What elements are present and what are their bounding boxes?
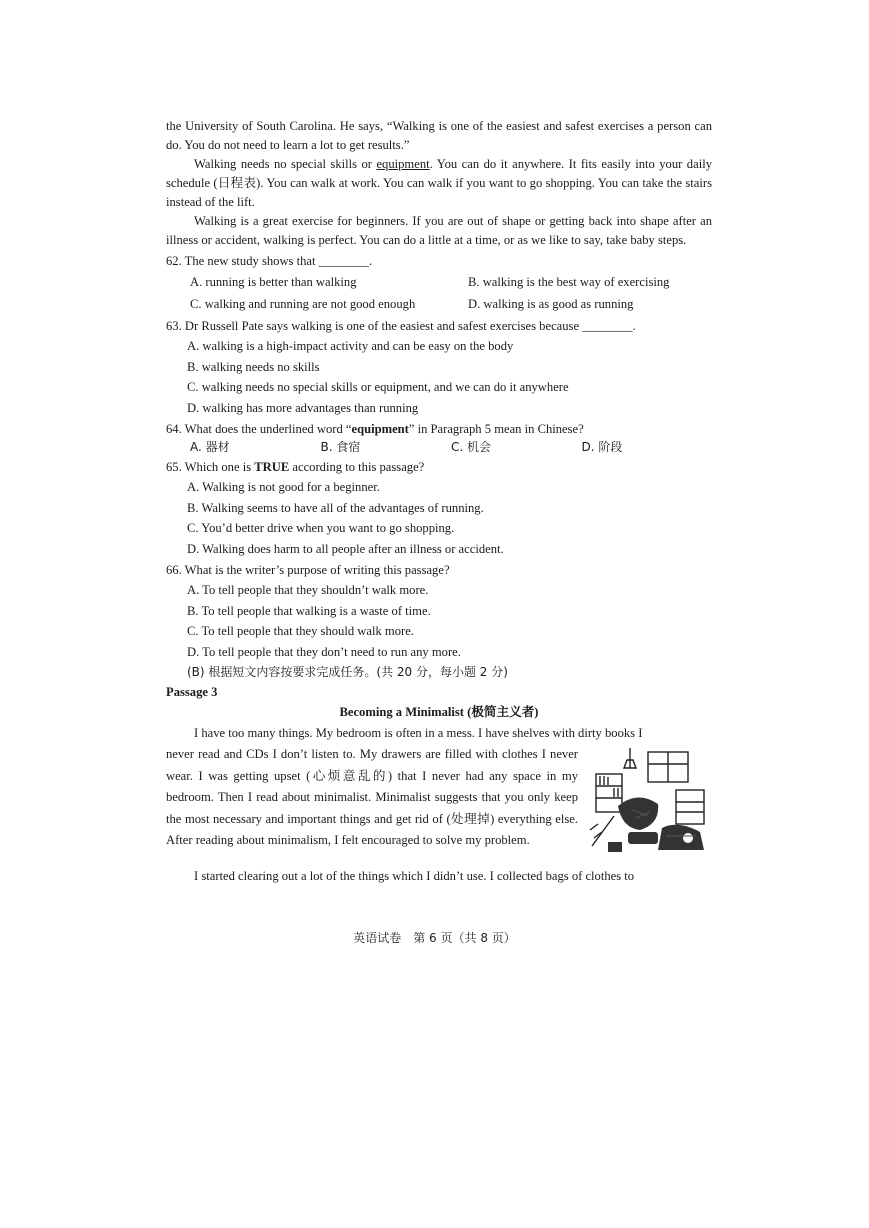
- option-a: A. Walking is not good for a beginner.: [187, 480, 380, 494]
- passage-paragraph: I started clearing out a lot of the things which I didn’t use. I collected bags of clothes to: [194, 869, 635, 883]
- option-d: D. To tell people that they don’t need to run any more.: [187, 644, 461, 659]
- section-b-instruction: (B) 根据短文内容按要求完成任务。(共 20 分，每小题 2 分): [187, 665, 508, 679]
- option-a: A. running is better than walking: [190, 275, 357, 289]
- option-c: C. To tell people that they should walk more.: [187, 624, 414, 638]
- option-d: D. walking is as good as running: [468, 297, 634, 311]
- option-b: B. 食宿: [320, 440, 361, 454]
- option-c: C. 机会: [451, 440, 492, 454]
- page-footer: 英语试卷 第 6 页（共 8 页）: [353, 931, 516, 945]
- passage-paragraph-first-line: I have too many things. My bedroom is often in a mess. I have shelves with dirty books I: [194, 726, 643, 740]
- bold-word: equipment: [351, 422, 409, 436]
- question-64-options-row: [190, 439, 712, 456]
- question-66-stem: 66. What is the writer’s purpose of writing this passage?: [166, 563, 450, 577]
- question-65-stem: [166, 457, 712, 477]
- text-run: ” in Paragraph 5 mean in Chinese?: [408, 422, 584, 436]
- passage-label: Passage 3: [166, 685, 218, 699]
- option-a: A. To tell people that they shouldn’t walk more.: [187, 583, 429, 597]
- question-62-options-row: [190, 293, 712, 315]
- question-62-stem: 62. The new study shows that ________.: [166, 254, 373, 268]
- text-run: 64. What does the underlined word “: [166, 422, 352, 436]
- passage-paragraph: never read and CDs I don’t listen to. My drawers are filled with clothes I never wear. I was getting upset (心烦意乱的) that I never had any space in my bedroom. Then I read about minimalist. Minimalist suggests that you only keep the most necessary and important things and get rid of (处理掉) everything else. After reading about minimalism, I felt encouraged to solve my problem.: [166, 747, 578, 848]
- passage-paragraph: the University of South Carolina. He says, “Walking is one of the easiest and safest exercises a person can do. You do not need to learn a lot to get results.”: [166, 119, 712, 152]
- option-b: B. Walking seems to have all of the advantages of running.: [187, 500, 484, 515]
- option-d: D. 阶段: [581, 440, 623, 454]
- option-c: C. You’d better drive when you want to go shopping.: [187, 521, 455, 535]
- option-b: B. To tell people that walking is a waste of time.: [187, 603, 431, 618]
- bold-word: TRUE: [254, 460, 290, 474]
- wrapped-paragraph: [166, 744, 712, 852]
- passage-paragraph: Walking is a great exercise for beginners. If you are out of shape or getting back into shape after an illness or accident, walking is perfect. You can do a little at a time, or as we like to say, take baby steps.: [166, 214, 712, 247]
- text-run: 65. Which one is: [166, 460, 255, 474]
- option-b: B. walking is the best way of exercising: [468, 275, 670, 289]
- option-b: B. walking needs no skills: [187, 359, 320, 374]
- question-63-stem: 63. Dr Russell Pate says walking is one of the easiest and safest exercises because ________.: [166, 319, 636, 333]
- passage-paragraph: [166, 155, 712, 212]
- passage-title: Becoming a Minimalist (极简主义者): [339, 705, 539, 719]
- text-run: . You can do it anywhere. It fits easily into your daily schedule (日程表). You can walk at work. You can walk if you want to go shopping. You can take the stairs instead of the lift.: [166, 157, 712, 209]
- option-a: A. 器材: [190, 440, 230, 454]
- question-62-options-row: [190, 271, 712, 293]
- option-a: A. walking is a high-impact activity and can be easy on the body: [187, 339, 514, 353]
- option-d: D. Walking does harm to all people after an illness or accident.: [187, 541, 504, 556]
- option-c: C. walking and running are not good enough: [190, 297, 416, 311]
- text-run: Walking needs no special skills or: [194, 157, 377, 171]
- text-run: according to this passage?: [289, 460, 425, 474]
- messy-room-illustration: [588, 746, 712, 864]
- option-c: C. walking needs no special skills or equipment, and we can do it anywhere: [187, 380, 569, 394]
- option-d: D. walking has more advantages than running: [187, 400, 419, 415]
- underlined-word: equipment: [376, 157, 430, 171]
- exam-page: [166, 117, 712, 887]
- question-64-stem: [166, 419, 712, 439]
